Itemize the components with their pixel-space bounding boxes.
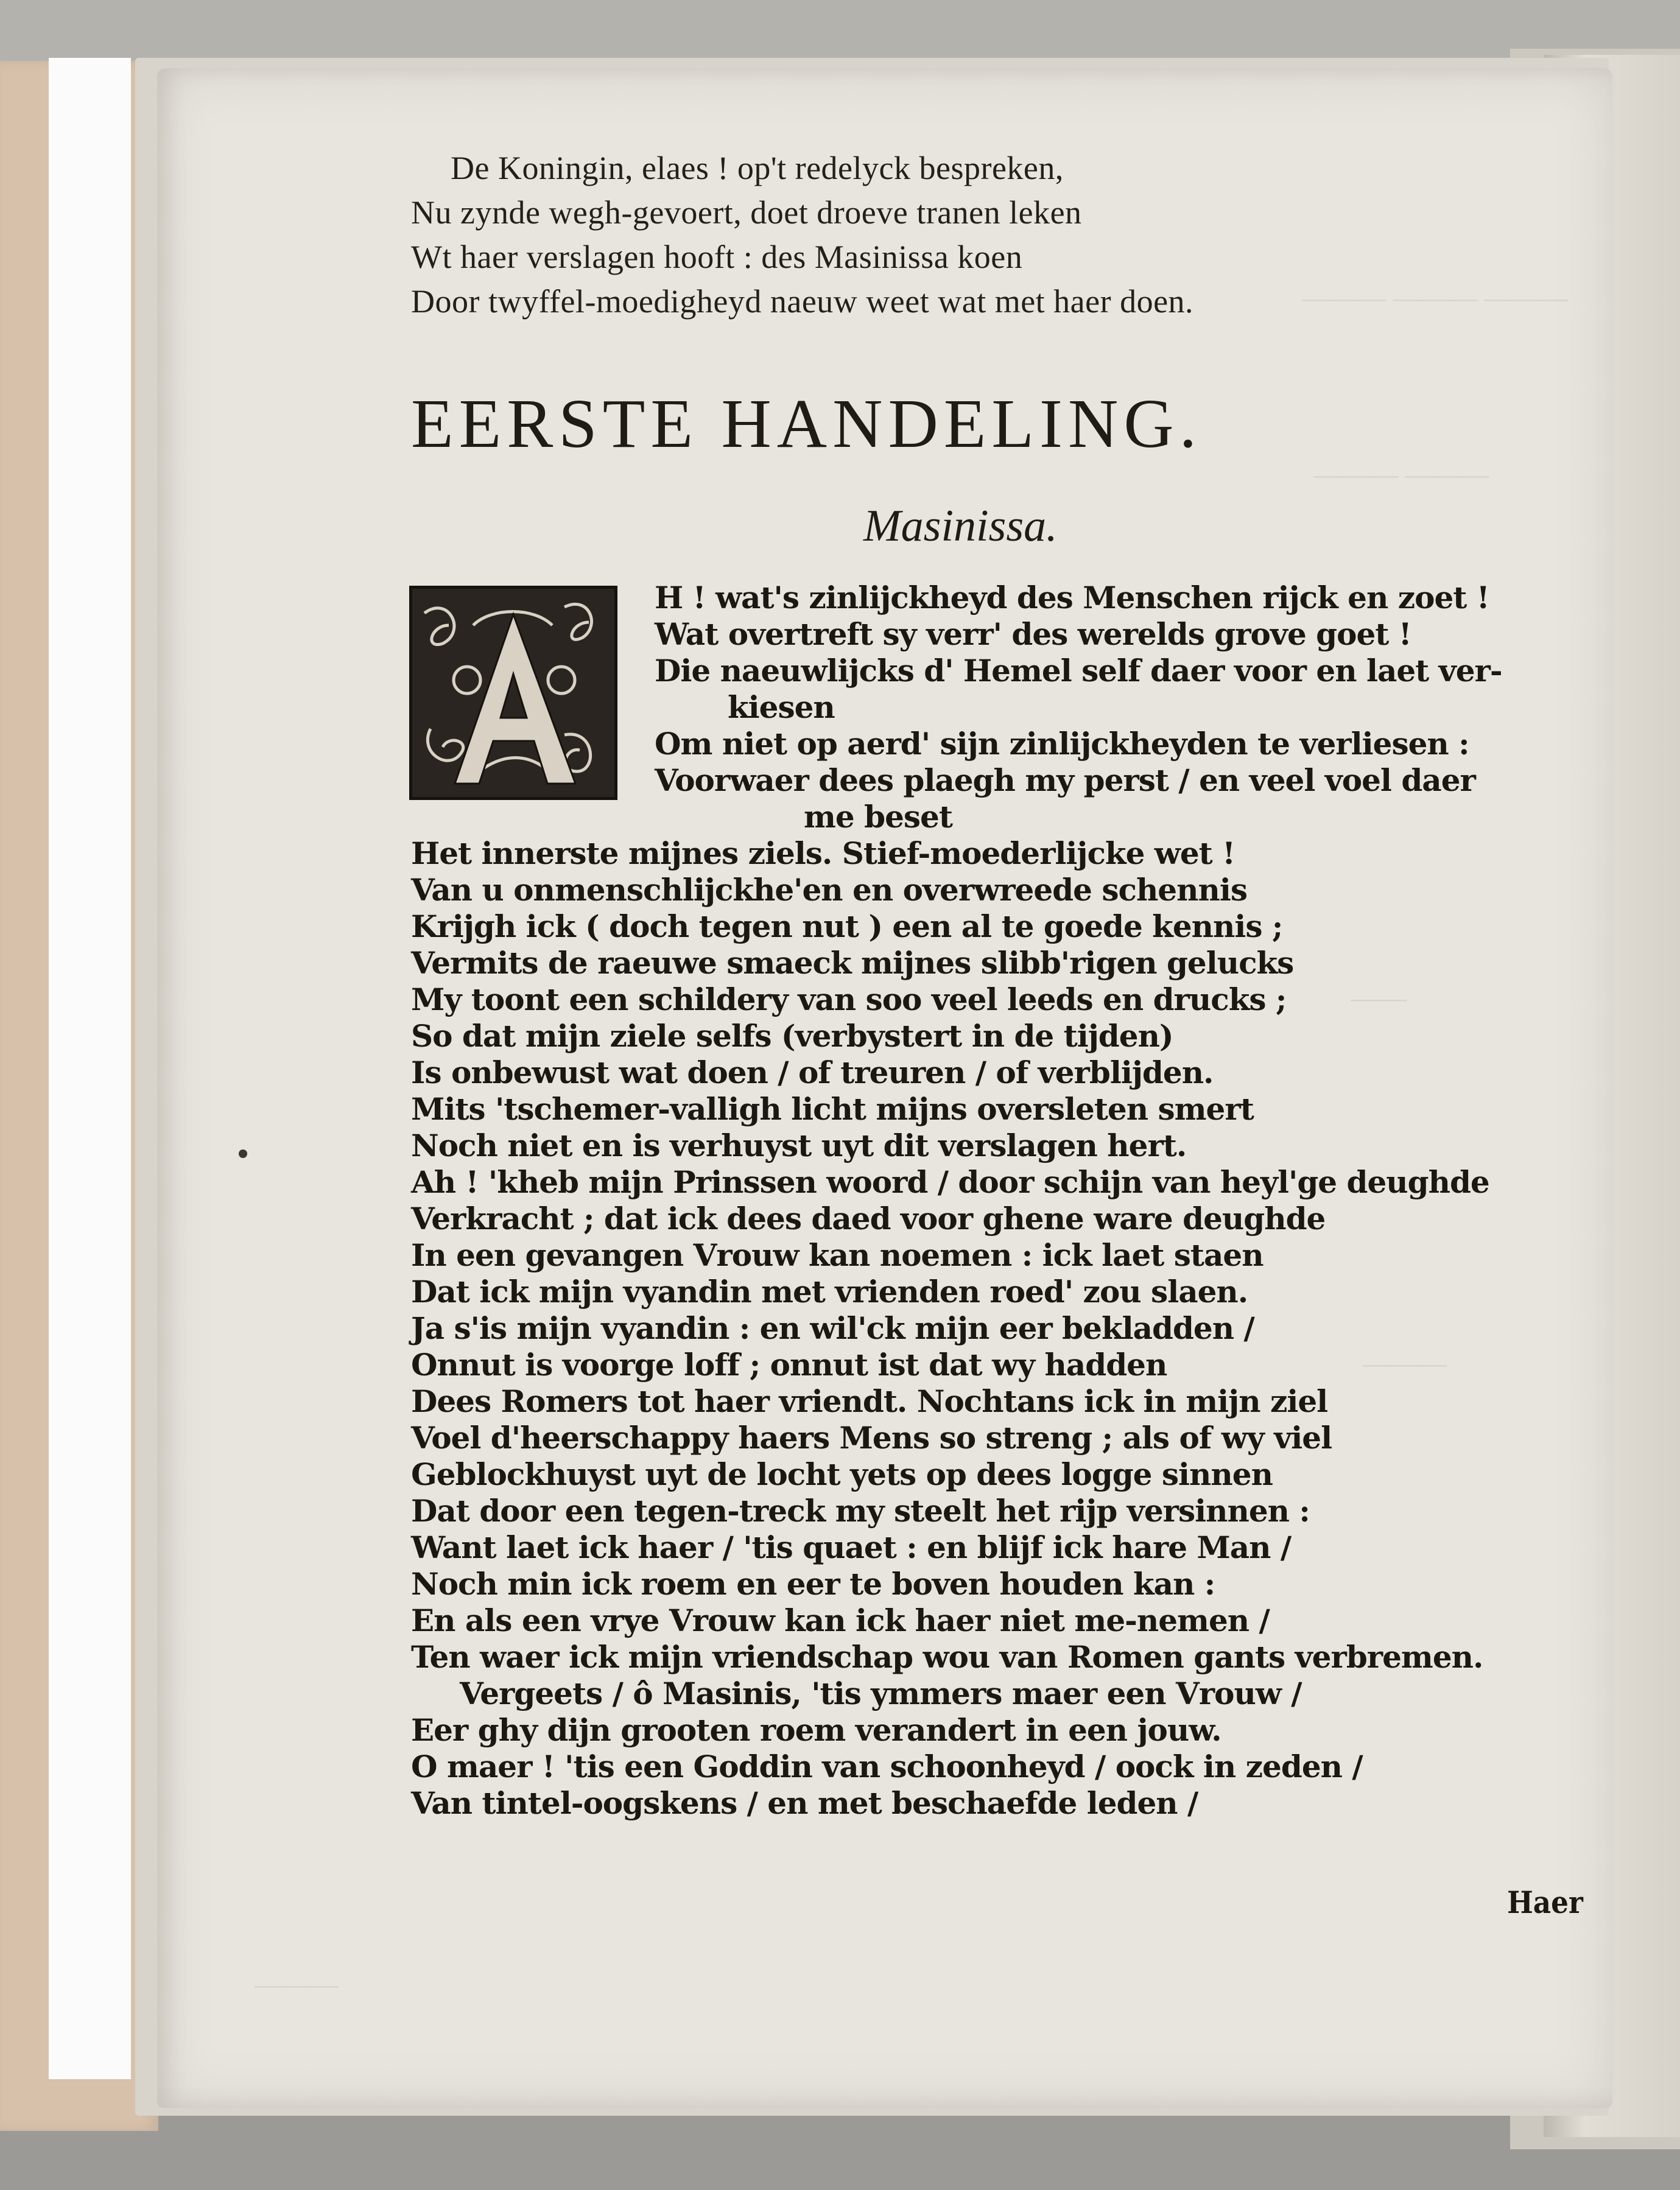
verse-line: Is onbewust wat doen / of treuren / of verblijden.	[411, 1055, 1214, 1090]
verse-line: kiesen	[728, 689, 835, 725]
verse-line: Dat ick mijn vyandin met vrienden roed' zou slaen.	[411, 1274, 1248, 1310]
verse-line: Van u onmenschlijckhe'en en overwreede schennis	[411, 872, 1247, 908]
verse-line: In een gevangen Vrouw kan noemen : ick laet staen	[411, 1237, 1264, 1273]
show-through: ———	[255, 1968, 339, 1999]
act-heading: EERSTE HANDELING.	[411, 385, 1203, 462]
verse-line: H ! wat's zinlijckheyd des Menschen rijck en zoet !	[655, 580, 1489, 616]
verse-line: Voel d'heerschappy haers Mens so streng ; als of wy viel	[411, 1420, 1332, 1456]
show-through: ———	[1363, 1347, 1447, 1378]
ornamental-initial-icon	[409, 586, 617, 800]
verse-line: Om niet op aerd' sijn zinlijckheyden te verliesen :	[655, 726, 1469, 762]
verse-line: Het innerste mijnes ziels. Stief-moederlijcke wet !	[411, 835, 1235, 871]
verse-line: Onnut is voorge loff ; onnut ist dat wy hadden	[411, 1347, 1167, 1383]
argument-line: Wt haer verslagen hooft : des Masinissa koen	[411, 239, 1023, 275]
verse-line: Vermits de raeuwe smaeck mijnes slibb'rigen gelucks	[411, 945, 1294, 981]
verse-line: O maer ! 'tis een Goddin van schoonheyd / oock in zeden /	[411, 1749, 1363, 1785]
verse-line: So dat mijn ziele selfs (verbystert in de tijden)	[411, 1018, 1173, 1054]
argument-line: De Koningin, elaes ! op't redelyck bespreken,	[451, 150, 1064, 186]
show-through: ——	[1351, 982, 1407, 1013]
verse-line: me beset	[804, 799, 952, 835]
verse-line: Want laet ick haer / 'tis quaet : en blijf ick hare Man /	[411, 1529, 1292, 1565]
verse-line: Dees Romers tot haer vriendt. Nochtans ick in mijn ziel	[411, 1383, 1328, 1419]
verse-line: Dat door een tegen-treck my steelt het rijp versinnen :	[411, 1493, 1310, 1529]
speaker-name: Masinissa.	[863, 501, 1058, 551]
verse-line: Eer ghy dijn grooten roem verandert in een jouw.	[411, 1712, 1221, 1748]
verse-line: Voorwaer dees plaegh my perst / en veel voel daer	[655, 762, 1475, 798]
ink-speck	[239, 1149, 247, 1158]
show-through: ——— ——— ———	[1302, 282, 1568, 313]
verse-line: Ten waer ick mijn vriendschap wou van Romen gants verbremen.	[411, 1639, 1483, 1675]
verse-line: Vergeets / ô Masinis, 'tis ymmers maer een Vrouw /	[460, 1676, 1302, 1711]
verse-line: Ah ! 'kheb mijn Prinssen woord / door schijn van heyl'ge deughde	[411, 1164, 1489, 1200]
show-through: ——— ———	[1314, 458, 1489, 490]
verse-line: Wat overtreft sy verr' des werelds grove goet !	[655, 616, 1411, 652]
verse-line: Die naeuwlijcks d' Hemel self daer voor en laet ver-	[655, 653, 1502, 689]
catchword: Haer	[1507, 1884, 1583, 1920]
background	[0, 0, 1680, 67]
verse-line: Ja s'is mijn vyandin : en wil'ck mijn eer bekladden /	[411, 1310, 1254, 1346]
verse-line: Noch min ick roem en eer te boven houden kan :	[411, 1566, 1215, 1602]
verse-line: Verkracht ; dat ick dees daed voor ghene ware deughde	[411, 1201, 1326, 1237]
argument-line: Nu zynde wegh-gevoert, doet droeve tranen leken	[411, 194, 1082, 231]
verse-line: My toont een schildery van soo veel leeds en drucks ;	[411, 981, 1287, 1017]
verse-line: En als een vrye Vrouw kan ick haer niet me-nemen /	[411, 1602, 1270, 1638]
argument-line: Door twyffel-moedigheyd naeuw weet wat met haer doen.	[411, 283, 1194, 320]
verse-line: Van tintel-oogskens / en met beschaefde leden /	[411, 1785, 1198, 1821]
verse-line: Noch niet en is verhuyst uyt dit verslagen hert.	[411, 1128, 1187, 1163]
verse-line: Mits 'tschemer-valligh licht mijns oversleten smert	[411, 1091, 1254, 1127]
verse-line: Krijgh ick ( doch tegen nut ) een al te goede kennis ;	[411, 908, 1283, 944]
verse-line: Geblockhuyst uyt de locht yets op dees logge sinnen	[411, 1456, 1273, 1492]
blank-leaf	[49, 58, 131, 2079]
